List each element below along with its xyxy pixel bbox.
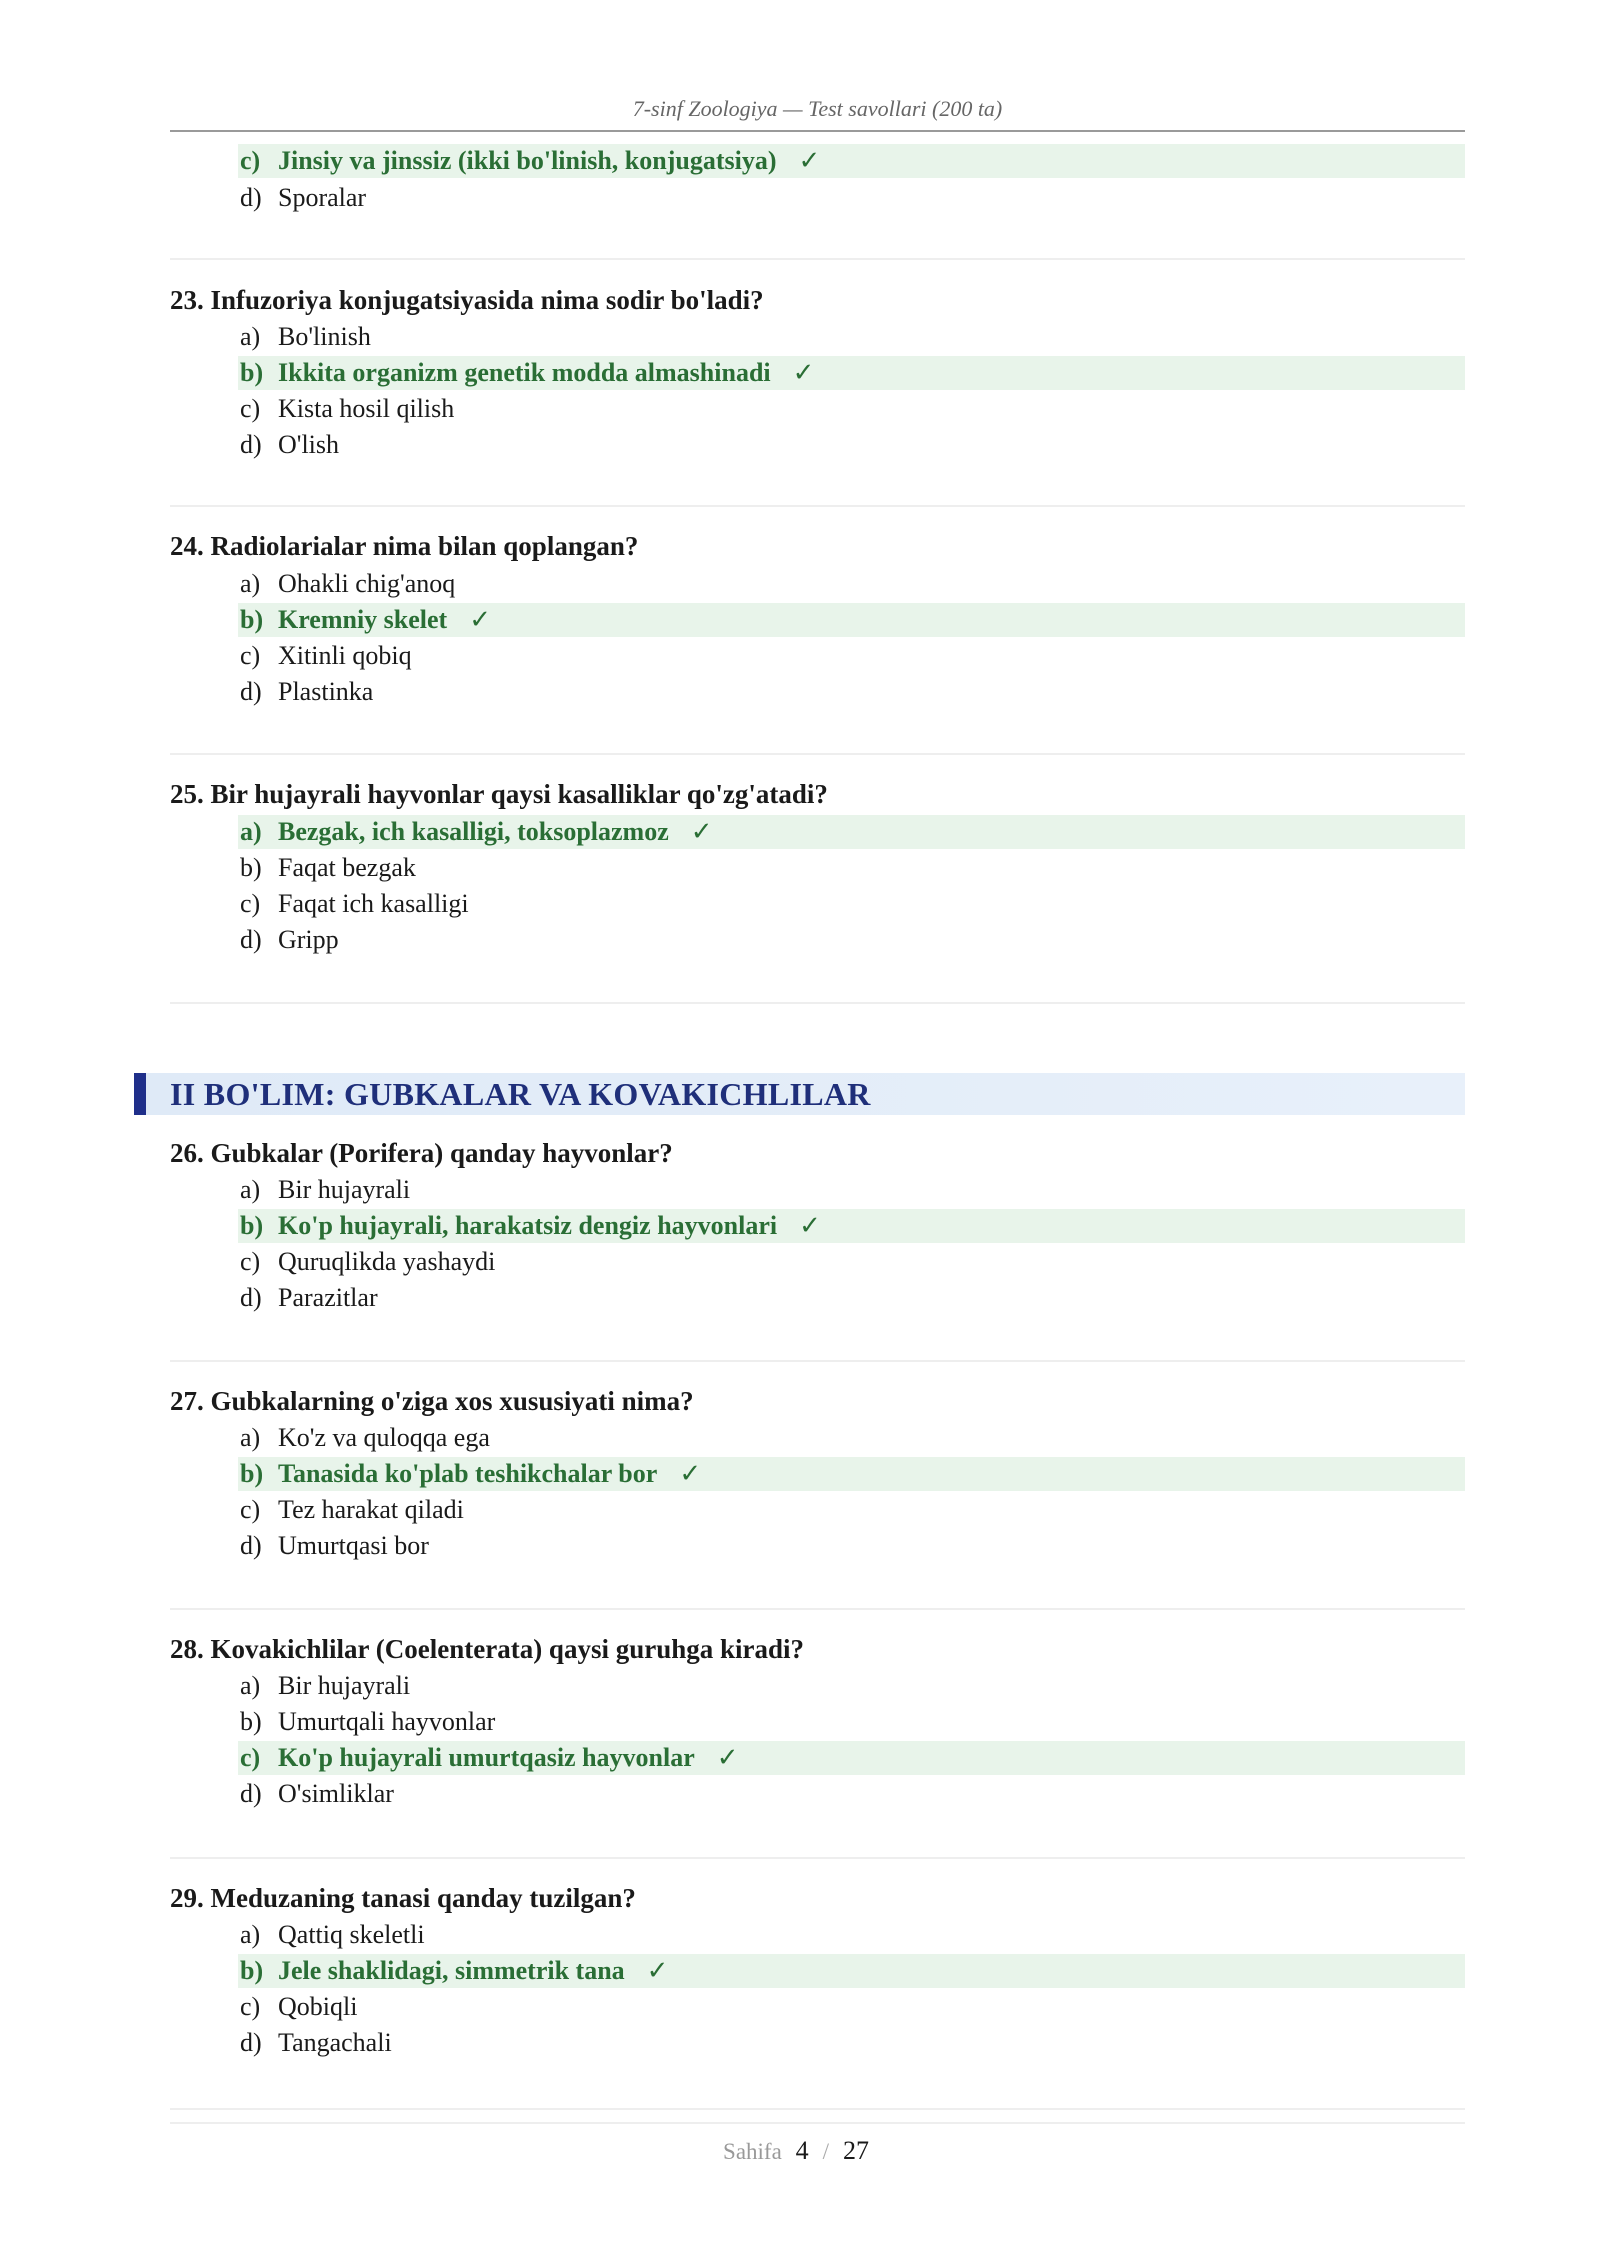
option-text: Tanasida ko'plab teshikchalar bor bbox=[278, 1459, 658, 1488]
question-divider bbox=[170, 505, 1465, 507]
option-letter: a) bbox=[240, 817, 262, 846]
page-label: Sahifa bbox=[723, 2139, 782, 2164]
option-text: Faqat bezgak bbox=[278, 853, 416, 882]
check-icon: ✓ bbox=[792, 358, 815, 387]
option-text: O'lish bbox=[278, 430, 340, 459]
answer-option bbox=[240, 1777, 1465, 1811]
answer-option bbox=[240, 1421, 1465, 1455]
answer-option-correct bbox=[238, 1741, 1465, 1775]
option-letter: a) bbox=[240, 1423, 261, 1452]
question-divider bbox=[170, 258, 1465, 260]
option-letter: c) bbox=[240, 1743, 261, 1772]
option-text: Quruqlikda yashaydi bbox=[278, 1247, 496, 1276]
option-text: Bir hujayrali bbox=[278, 1671, 411, 1700]
option-text: Qobiqli bbox=[278, 1992, 358, 2021]
option-text: Jinsiy va jinssiz (ikki bo'linish, konjugatsiya) bbox=[278, 146, 777, 175]
answer-option-correct bbox=[238, 1209, 1465, 1243]
footer-rule bbox=[170, 2122, 1465, 2124]
check-icon: ✓ bbox=[798, 146, 821, 175]
option-text: Bo'linish bbox=[278, 322, 371, 351]
question-divider bbox=[170, 2108, 1465, 2110]
answer-option bbox=[240, 639, 1465, 673]
option-text: Faqat ich kasalligi bbox=[278, 889, 469, 918]
page-separator: / bbox=[822, 2139, 829, 2164]
option-text: Ko'z va quloqqa ega bbox=[278, 1423, 490, 1452]
option-letter: d) bbox=[240, 2028, 262, 2057]
option-text: Tez harakat qiladi bbox=[278, 1495, 464, 1524]
option-letter: a) bbox=[240, 1175, 261, 1204]
option-letter: b) bbox=[240, 1459, 264, 1488]
answer-option bbox=[240, 1918, 1465, 1952]
question-divider bbox=[170, 1608, 1465, 1610]
option-letter: b) bbox=[240, 1707, 262, 1736]
answer-option-correct bbox=[238, 144, 1465, 178]
answer-option bbox=[240, 1173, 1465, 1207]
current-page: 4 bbox=[795, 2136, 809, 2165]
answer-option-correct bbox=[238, 1457, 1465, 1491]
section-accent-bar bbox=[134, 1073, 146, 1115]
question-title: 25. Bir hujayrali hayvonlar qaysi kasalliklar qo'zg'atadi? bbox=[170, 779, 828, 809]
answer-option bbox=[240, 923, 1465, 957]
question-title: 23. Infuzoriya konjugatsiyasida nima sodir bo'ladi? bbox=[170, 285, 764, 315]
option-letter: d) bbox=[240, 430, 262, 459]
option-text: Ko'p hujayrali, harakatsiz dengiz hayvonlari bbox=[278, 1211, 778, 1240]
option-letter: a) bbox=[240, 1671, 261, 1700]
option-text: Umurtqasi bor bbox=[278, 1531, 429, 1560]
option-letter: c) bbox=[240, 1495, 261, 1524]
option-text: Jele shaklidagi, simmetrik tana bbox=[278, 1956, 625, 1985]
answer-option bbox=[240, 675, 1465, 709]
option-letter: b) bbox=[240, 605, 264, 634]
check-icon: ✓ bbox=[469, 605, 492, 634]
option-letter: d) bbox=[240, 1531, 262, 1560]
check-icon: ✓ bbox=[799, 1211, 821, 1240]
answer-option-correct bbox=[238, 603, 1465, 637]
answer-option bbox=[240, 392, 1465, 426]
option-text: Bir hujayrali bbox=[278, 1175, 411, 1204]
option-text: Ikkita organizm genetik modda almashinadi bbox=[278, 358, 771, 387]
question-title: 26. Gubkalar (Porifera) qanday hayvonlar? bbox=[170, 1138, 673, 1168]
question-title: 29. Meduzaning tanasi qanday tuzilgan? bbox=[170, 1883, 636, 1913]
page-header bbox=[170, 94, 1465, 132]
answer-option bbox=[240, 428, 1465, 462]
answer-option bbox=[240, 1705, 1465, 1739]
check-icon: ✓ bbox=[679, 1459, 702, 1488]
option-letter: c) bbox=[240, 641, 261, 670]
option-text: O'simliklar bbox=[278, 1779, 394, 1808]
header-title: 7-sinf Zoologiya — Test savollari (200 ta) bbox=[632, 96, 1003, 121]
option-letter: d) bbox=[240, 925, 262, 954]
question-title: 27. Gubkalarning o'ziga xos xususiyati nima? bbox=[170, 1386, 694, 1416]
answer-option bbox=[240, 851, 1465, 885]
answer-option bbox=[240, 1669, 1465, 1703]
option-letter: d) bbox=[240, 677, 262, 706]
answer-option bbox=[240, 887, 1465, 921]
check-icon: ✓ bbox=[716, 1743, 739, 1772]
page-number bbox=[0, 2136, 1600, 2166]
answer-option-correct bbox=[238, 815, 1465, 849]
option-letter: a) bbox=[240, 322, 261, 351]
option-letter: b) bbox=[240, 1956, 264, 1985]
answer-option bbox=[240, 1529, 1465, 1563]
question-title: 28. Kovakichlilar (Coelenterata) qaysi guruhga kiradi? bbox=[170, 1634, 805, 1664]
section-heading bbox=[134, 1073, 1465, 1115]
answer-option bbox=[240, 2026, 1465, 2060]
answer-option bbox=[240, 1281, 1465, 1315]
option-letter: d) bbox=[240, 1283, 262, 1312]
option-text: Bezgak, ich kasalligi, toksoplazmoz bbox=[278, 817, 669, 846]
option-letter: a) bbox=[240, 1920, 261, 1949]
option-letter: c) bbox=[240, 146, 261, 175]
option-letter: d) bbox=[240, 1779, 262, 1808]
option-letter: d) bbox=[240, 183, 262, 212]
answer-option bbox=[240, 1990, 1465, 2024]
option-text: Xitinli qobiq bbox=[278, 641, 412, 670]
option-letter: c) bbox=[240, 889, 261, 918]
answer-option bbox=[240, 1493, 1465, 1527]
question-divider bbox=[170, 1002, 1465, 1004]
check-icon: ✓ bbox=[690, 817, 713, 846]
option-text: Plastinka bbox=[278, 677, 374, 706]
option-letter: c) bbox=[240, 1247, 261, 1276]
option-text: Ko'p hujayrali umurtqasiz hayvonlar bbox=[278, 1743, 695, 1772]
option-letter: b) bbox=[240, 358, 264, 387]
section-title: II BO'LIM: GUBKALAR VA KOVAKICHLILAR bbox=[170, 1076, 871, 1112]
option-text: Tangachali bbox=[278, 2028, 392, 2057]
total-pages: 27 bbox=[842, 2136, 869, 2165]
option-text: Qattiq skeletli bbox=[278, 1920, 425, 1949]
answer-option bbox=[240, 567, 1465, 601]
option-text: Parazitlar bbox=[278, 1283, 378, 1312]
question-divider bbox=[170, 1360, 1465, 1362]
option-text: Sporalar bbox=[278, 183, 367, 212]
option-letter: b) bbox=[240, 853, 262, 882]
option-text: Gripp bbox=[278, 925, 339, 954]
answer-option-correct bbox=[238, 356, 1465, 390]
question-title: 24. Radiolarialar nima bilan qoplangan? bbox=[170, 531, 639, 561]
answer-option-correct bbox=[238, 1954, 1465, 1988]
answer-option bbox=[240, 1245, 1465, 1279]
option-text: Ohakli chig'anoq bbox=[278, 569, 456, 598]
option-letter: a) bbox=[240, 569, 261, 598]
option-letter: b) bbox=[240, 1211, 264, 1240]
question-divider bbox=[170, 753, 1465, 755]
option-text: Kremniy skelet bbox=[278, 605, 448, 634]
question-divider bbox=[170, 1857, 1465, 1859]
option-letter: c) bbox=[240, 1992, 261, 2021]
answer-option bbox=[240, 181, 1465, 215]
check-icon: ✓ bbox=[646, 1956, 669, 1985]
answer-option bbox=[240, 320, 1465, 354]
option-text: Umurtqali hayvonlar bbox=[278, 1707, 496, 1736]
option-text: Kista hosil qilish bbox=[278, 394, 455, 423]
option-letter: c) bbox=[240, 394, 261, 423]
